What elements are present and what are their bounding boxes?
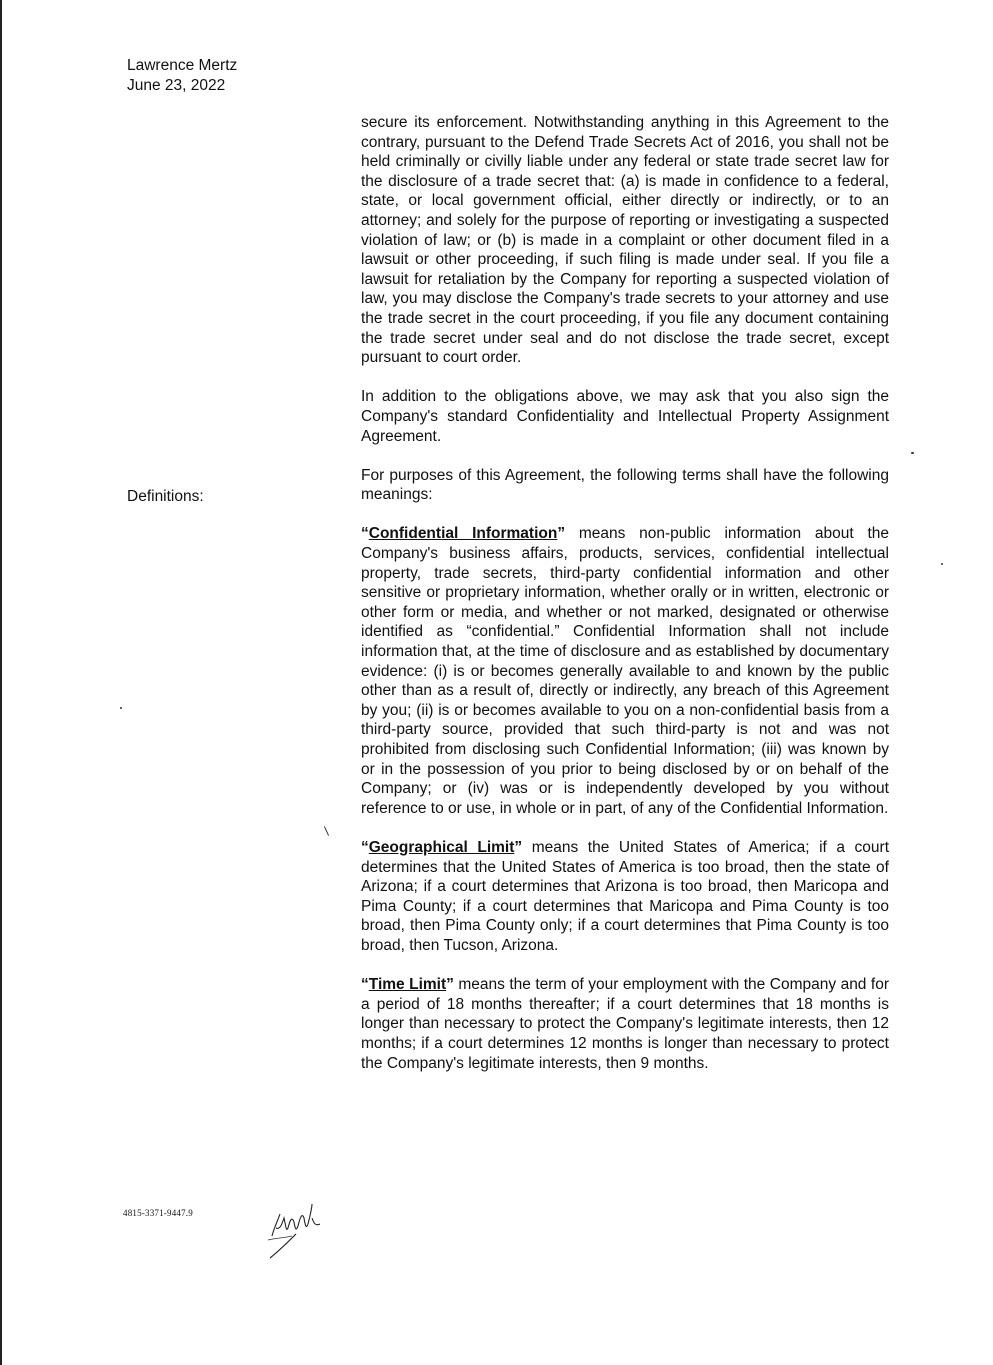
term-quote-close: ”: [557, 525, 566, 543]
scan-speck: [941, 563, 943, 565]
letter-date: June 23, 2022: [127, 77, 226, 94]
letter-header: [127, 56, 237, 96]
scan-speck: [911, 452, 914, 454]
term-quote-close: ”: [446, 976, 454, 994]
additional-obligations-paragraph: In addition to the obligations above, we may ask that you also sign the Company's standard Confidentiality and Intellectual Property Assignment Agreement.: [361, 388, 889, 445]
definition-text: means the United States of America; if a court determines that the United States of America is too broad, then the state of Arizona; if a court determines that Arizona is too broad, then Maricopa and Pima County; if a court determines that Maricopa and Pima County is too broad, then Pima County only; if a court determines that Pima County is too broad, then Tucson, Arizona.: [361, 838, 889, 954]
term-confidential-information: Confidential Information: [368, 525, 558, 543]
term-quote-open: “: [361, 976, 369, 994]
term-quote-close: ”: [514, 838, 523, 856]
term-quote-open: “: [361, 838, 369, 856]
definition-text: means non-public information about the Company's business affairs, products, services, confidential intellectual property, trade secrets, third-party confidential information and other sensitive or proprietary information, whether orally or in written, electronic or other form or media, and whether or not marked, designated or otherwise identified as “confidential.” Confidential Information shall not include information that, at the time of disclosure and as established by documentary evidence: (i) is or becomes generally available to and known by the public other than as a result of, directly or indirectly, any breach of this Agreement by you; (ii) is or becomes available to you on a non-confidential basis from a third-party source, provided that such third-party is not and was not prohibited from disclosing such Confidential Information; (iii) was known by or in the possession of you prior to being disclosed by or on behalf of the Company; or (iv) was or is independently developed by you without reference to or use, in whole or in part, of any of the Confidential Information.: [361, 525, 890, 817]
handwritten-initials: [262, 1198, 332, 1268]
document-number: 4815-3371-9447.9: [123, 1208, 193, 1218]
definitions-label: Definitions:: [127, 488, 204, 505]
recipient-name: Lawrence Mertz: [127, 57, 238, 74]
scan-edge: [0, 0, 2, 1365]
definition-text: means the term of your employment with the Company and for a period of 18 months thereafter; if a court determines that 18 months is longer than necessary to protect the Company's legitimate interests, then 12 months; if a court determines 12 months is longer than necessary to protect the Company's legitimate interests, then 9 months.: [361, 976, 889, 1072]
term-quote-open: “: [361, 525, 369, 543]
scan-speck: [324, 826, 329, 835]
enforcement-paragraph: secure its enforcement. Notwithstanding anything in this Agreement to the contrary, pursuant to the Defend Trade Secrets Act of 2016, you shall not be held criminally or civilly liable under any federal or state trade secret law for the disclosure of a trade secret that: (a) is made in confidence to a federal, state, or local government official, either directly or indirectly, or to an attorney; and solely for the purpose of reporting or investigating a suspected violation of law; or (b) is made in a complaint or other document filed in a lawsuit or other proceeding, if such filing is made under seal. If you file a lawsuit for retaliation by the Company for reporting a suspected violation of law, you may disclose the Company's trade secrets to your attorney and use the trade secret in the court proceeding, if you file any document containing the trade secret under seal and do not disclose the trade secret, except pursuant to court order.: [361, 114, 889, 367]
term-time-limit: Time Limit: [368, 976, 447, 994]
definitions-intro: For purposes of this Agreement, the following terms shall have the following meanings:: [361, 466, 889, 504]
definition-confidential-information: [361, 524, 889, 818]
definition-time-limit: [361, 975, 889, 1073]
definition-geographical-limit: [361, 838, 889, 956]
term-geographical-limit: Geographical Limit: [368, 838, 515, 856]
scan-speck: [120, 707, 122, 709]
body-column: [361, 113, 889, 1093]
